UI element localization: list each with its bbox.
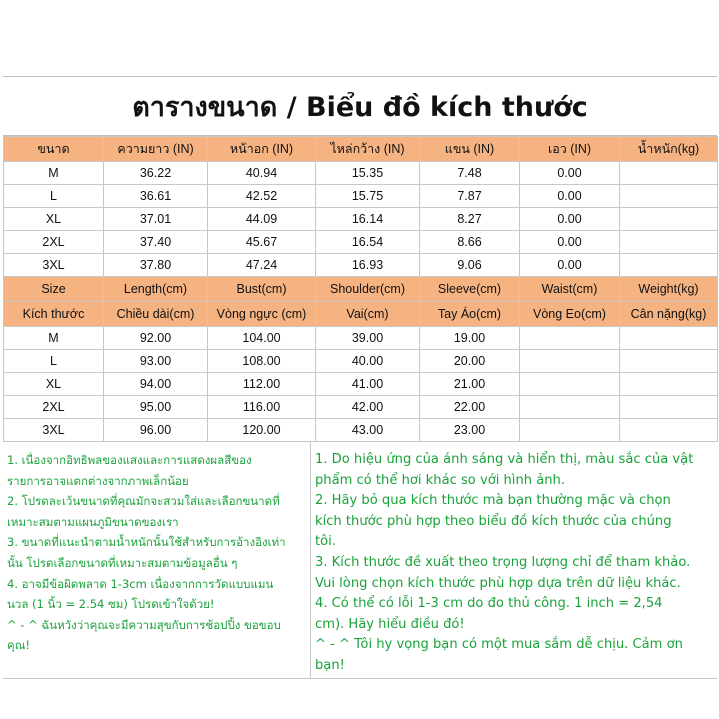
table-cell (620, 327, 718, 350)
note-line: Vui lòng chọn kích thước phù hợp dựa trên dữ liệu khác. (315, 575, 681, 591)
column-header: Chiều dài(cm) (104, 302, 208, 327)
notes-vietnamese (311, 442, 717, 678)
column-header: Kích thước (4, 302, 104, 327)
column-header: น้ำหนัก(kg) (620, 137, 718, 162)
column-header: Vai(cm) (316, 302, 420, 327)
column-header: Vòng ngực (cm) (208, 302, 316, 327)
note-line: cm). Hãy hiểu điều đó! (315, 616, 465, 632)
table-row (4, 231, 718, 254)
table-cell: 15.35 (316, 162, 420, 185)
table-cell: 16.93 (316, 254, 420, 277)
table-cell: 7.87 (420, 185, 520, 208)
table-cell: 104.00 (208, 327, 316, 350)
note-line: kích thước phù hợp theo biểu đồ kích thước của chúng (315, 513, 672, 529)
table-cell: 40.94 (208, 162, 316, 185)
table-row (4, 162, 718, 185)
table-cell (520, 419, 620, 442)
table-cell: 16.14 (316, 208, 420, 231)
table-cell: 21.00 (420, 373, 520, 396)
table-cell (520, 373, 620, 396)
note-line: tôi. (315, 534, 336, 550)
column-header: Tay Áo(cm) (420, 302, 520, 327)
note-line: 1. เนื่องจากอิทธิพลของแสงและการแสดงผลสีของ (7, 453, 252, 467)
column-header: Vòng Eo(cm) (520, 302, 620, 327)
table-cell: 3XL (4, 254, 104, 277)
table-cell: 0.00 (520, 208, 620, 231)
column-header: ความยาว (IN) (104, 137, 208, 162)
table-cell (520, 396, 620, 419)
table-cell: 96.00 (104, 419, 208, 442)
table-cell: 42.00 (316, 396, 420, 419)
table-cell: 116.00 (208, 396, 316, 419)
table-cell (620, 350, 718, 373)
note-line: นวล (1 นิ้ว = 2.54 ซม) โปรดเข้าใจด้วย! (7, 597, 215, 612)
note-line: 3. Kích thước đề xuất theo trọng lượng chỉ để tham khảo. (315, 554, 691, 570)
table-cell: 0.00 (520, 231, 620, 254)
note-line: 4. อาจมีข้อผิดพลาด 1-3cm เนื่องจากการวัดแบบแมน (7, 576, 274, 591)
table-cell: 45.67 (208, 231, 316, 254)
table-row (4, 208, 718, 231)
table-cell: 8.66 (420, 231, 520, 254)
table-row (4, 185, 718, 208)
column-header: Shoulder(cm) (316, 277, 420, 302)
table-cell: 120.00 (208, 419, 316, 442)
table-cell: 95.00 (104, 396, 208, 419)
size-table (3, 136, 718, 442)
column-header: แขน (IN) (420, 137, 520, 162)
size-chart-sheet (3, 76, 717, 679)
table-cell: L (4, 185, 104, 208)
table-cell: 0.00 (520, 162, 620, 185)
column-header: เอว (IN) (520, 137, 620, 162)
table-cell (620, 208, 718, 231)
note-line: รายการอาจแตกต่างจากภาพเล็กน้อย (7, 473, 189, 488)
table-cell: XL (4, 373, 104, 396)
table-cell: 39.00 (316, 327, 420, 350)
table-cell: 8.27 (420, 208, 520, 231)
table-cell: 44.09 (208, 208, 316, 231)
note-line: คุณ! (7, 638, 30, 653)
table-cell (620, 254, 718, 277)
note-line: 3. ขนาดที่แนะนำตามน้ำหนักนั้นใช้สำหรับการอ้างอิงเท่า (7, 535, 286, 550)
column-header: Weight(kg) (620, 277, 718, 302)
table-cell: 36.22 (104, 162, 208, 185)
table-cell (520, 350, 620, 373)
table-cell: 108.00 (208, 350, 316, 373)
table-cell: 112.00 (208, 373, 316, 396)
column-header: Length(cm) (104, 277, 208, 302)
table-cell: 3XL (4, 419, 104, 442)
table-cell: M (4, 327, 104, 350)
table-row (4, 419, 718, 442)
note-line: 2. Hãy bỏ qua kích thước mà bạn thường mặc và chọn (315, 493, 671, 509)
table-cell: 20.00 (420, 350, 520, 373)
notes-section (3, 442, 717, 679)
note-line: 2. โปรดละเว้นขนาดที่คุณมักจะสวมใส่และเลือกขนาดที่ (7, 494, 280, 509)
table-cell: 36.61 (104, 185, 208, 208)
note-line: 1. Do hiệu ứng của ánh sáng và hiển thị, màu sắc của vật (315, 452, 694, 467)
table-cell: 19.00 (420, 327, 520, 350)
note-line: เหมาะสมตามแผนภูมิขนาดของเรา (7, 514, 179, 529)
notes-thai (3, 442, 311, 678)
table-row (4, 396, 718, 419)
table-cell: L (4, 350, 104, 373)
header-row-inch (4, 137, 718, 162)
table-cell: 47.24 (208, 254, 316, 277)
column-header: หน้าอก (IN) (208, 137, 316, 162)
table-cell (620, 396, 718, 419)
table-cell: 42.52 (208, 185, 316, 208)
note-line: 4. Có thể có lỗi 1-3 cm do đo thủ công. 1 inch = 2,54 (315, 596, 663, 612)
table-cell: 7.48 (420, 162, 520, 185)
table-cell: 43.00 (316, 419, 420, 442)
table-cell (620, 185, 718, 208)
table-cell: 37.80 (104, 254, 208, 277)
table-cell: 23.00 (420, 419, 520, 442)
table-cell: 9.06 (420, 254, 520, 277)
table-cell: 0.00 (520, 254, 620, 277)
table-cell: 16.54 (316, 231, 420, 254)
table-cell: XL (4, 208, 104, 231)
column-header: Waist(cm) (520, 277, 620, 302)
table-cell: 2XL (4, 231, 104, 254)
note-line: ^ - ^ ฉันหวังว่าคุณจะมีความสุขกับการช้อปปิ้ง ขอขอบ (7, 617, 281, 632)
table-row (4, 254, 718, 277)
note-line: ^ - ^ Tôi hy vọng bạn có một mua sắm dễ chịu. Cảm ơn (315, 637, 683, 653)
table-cell: 15.75 (316, 185, 420, 208)
column-header: Cân nặng(kg) (620, 302, 718, 327)
table-cell: 94.00 (104, 373, 208, 396)
column-header: Size (4, 277, 104, 302)
table-cell (620, 162, 718, 185)
table-cell (620, 231, 718, 254)
table-cell (620, 373, 718, 396)
column-header: Bust(cm) (208, 277, 316, 302)
column-header: Sleeve(cm) (420, 277, 520, 302)
table-cell: 0.00 (520, 185, 620, 208)
table-cell: 41.00 (316, 373, 420, 396)
note-line: นั้น โปรดเลือกขนาดที่เหมาะสมตามข้อมูลอื่น ๆ (7, 555, 238, 570)
header-row-cm-vn (4, 302, 718, 327)
chart-title: ตารางขนาด / Biểu đồ kích thước (3, 76, 717, 136)
header-row-cm-en (4, 277, 718, 302)
table-cell: 92.00 (104, 327, 208, 350)
table-cell: 37.01 (104, 208, 208, 231)
table-row (4, 350, 718, 373)
table-row (4, 327, 718, 350)
note-line: bạn! (315, 657, 345, 673)
note-line: phẩm có thể hơi khác so với hình ảnh. (315, 472, 565, 488)
table-cell: 2XL (4, 396, 104, 419)
column-header: ไหล่กว้าง (IN) (316, 137, 420, 162)
table-cell: 93.00 (104, 350, 208, 373)
table-row (4, 373, 718, 396)
table-cell: 22.00 (420, 396, 520, 419)
table-cell: 37.40 (104, 231, 208, 254)
column-header: ขนาด (4, 137, 104, 162)
table-cell: M (4, 162, 104, 185)
table-cell (520, 327, 620, 350)
table-cell: 40.00 (316, 350, 420, 373)
table-cell (620, 419, 718, 442)
